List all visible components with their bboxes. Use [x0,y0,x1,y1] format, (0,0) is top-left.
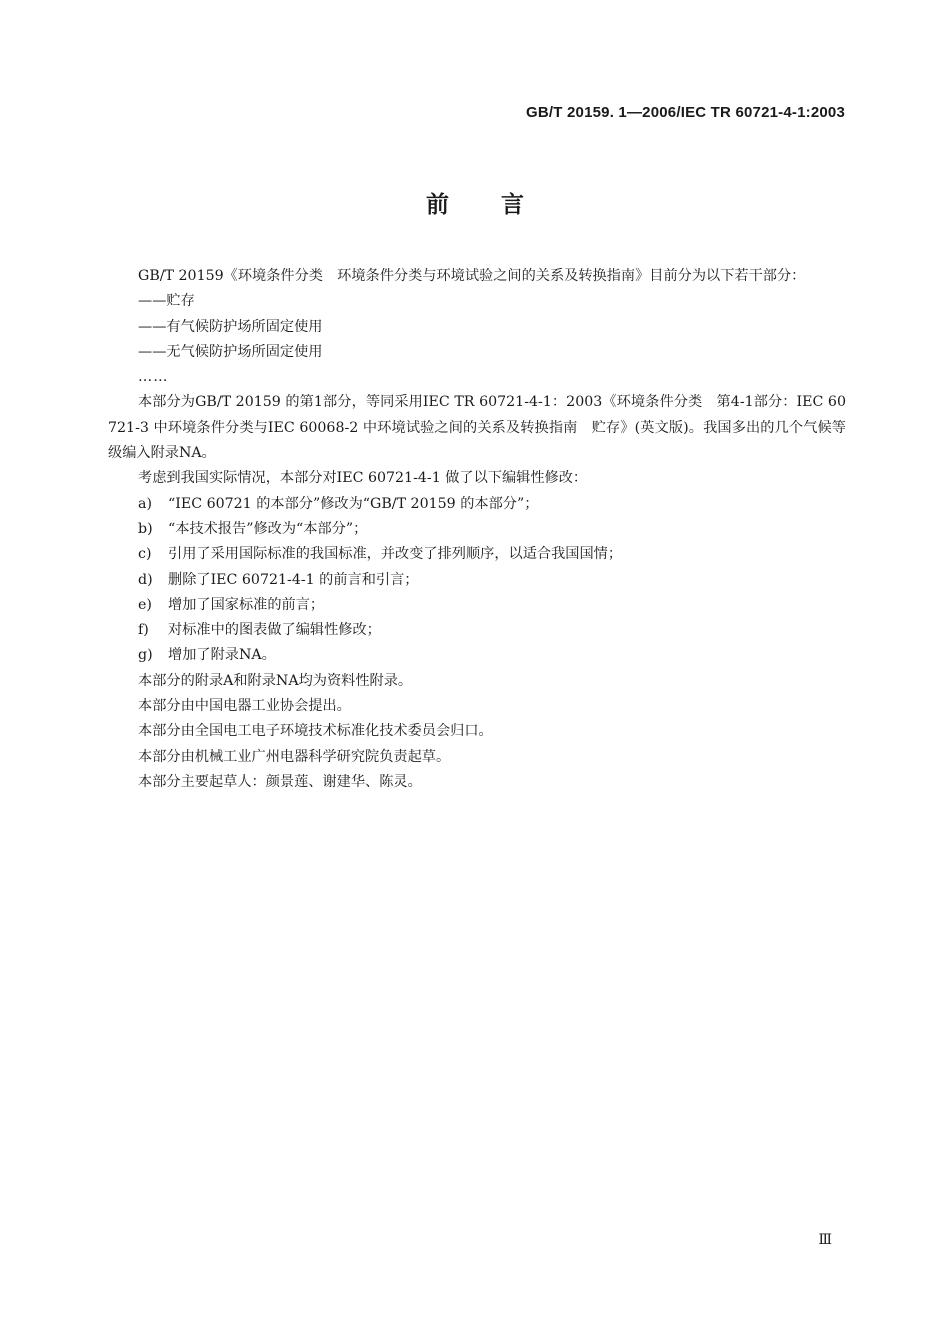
page-title: 前言 [426,192,576,218]
change-item [108,568,846,593]
change-text: 删除了IEC 60721-4-1 的前言和引言； [168,571,419,588]
page-number: Ⅲ [818,1233,832,1248]
proposer-statement: 本部分由中国电器工业协会提出。 [138,698,351,715]
change-item [108,593,846,618]
change-item [108,517,846,542]
change-text: 引用了采用国际标准的我国标准，并改变了排列顺序，以适合我国国情； [168,546,623,563]
adoption-paragraph: 本部分为GB/T 20159 的第1部分，等同采用IEC TR 60721-4-1：2003《环境条件分类 第4-1部分：IEC 60721-3 中环境条件分类与IEC 60068-2 中环境试验之间的关系及转换指南 贮存》(英文版)。我国多出的几个气候等级编入附录NA。 [108,394,846,462]
list-marker: d) [138,571,153,588]
change-text: 增加了国家标准的前言； [168,596,325,613]
change-item [108,618,846,643]
change-text: 对标准中的图表做了编辑性修改； [168,622,381,639]
list-marker: g) [138,647,153,664]
drafting-unit-statement: 本部分由机械工业广州电器科学研究院负责起草。 [138,748,451,765]
drafters-statement: 本部分主要起草人：颜景莲、谢建华、陈灵。 [138,773,422,790]
change-text: “IEC 60721 的本部分”修改为“GB/T 20159 的本部分”； [168,495,539,512]
change-text: 增加了附录NA。 [168,647,276,664]
list-marker: a) [138,495,152,512]
intro-paragraph: GB/T 20159《环境条件分类 环境条件分类与环境试验之间的关系及转换指南》目前分为以下若干部分： [138,268,806,284]
change-item [108,542,846,567]
foreword-body [108,264,846,795]
change-item [108,492,846,517]
ellipsis: …… [138,369,169,386]
annex-statement: 本部分的附录A和附录NA均为资料性附录。 [138,672,413,689]
list-marker: c) [138,546,152,563]
change-text: “本技术报告”修改为“本部分”； [168,520,368,537]
standard-number-header: GB/T 20159. 1—2006/IEC TR 60721-4-1:2003 [525,104,845,121]
part-item: ——有气候防护场所固定使用 [138,318,323,335]
list-marker: b) [138,520,153,537]
list-marker: e) [138,596,152,613]
part-item: ——无气候防护场所固定使用 [138,343,323,360]
change-item [108,643,846,668]
part-item: ——贮存 [138,293,195,310]
list-marker: f) [138,622,149,639]
changes-intro-paragraph: 考虑到我国实际情况，本部分对IEC 60721-4-1 做了以下编辑性修改： [138,470,588,487]
centralized-statement: 本部分由全国电工电子环境技术标准化技术委员会归口。 [138,723,493,740]
